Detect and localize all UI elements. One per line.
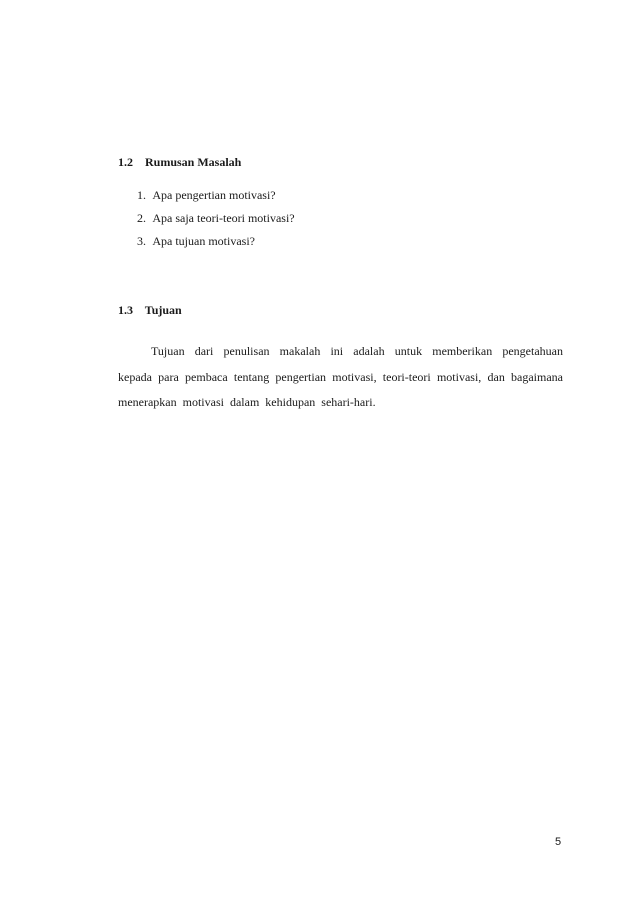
section-heading-rumusan-masalah xyxy=(118,155,241,170)
list-item xyxy=(137,207,295,230)
list-item-number: 3. xyxy=(137,234,146,248)
list-item-number: 1. xyxy=(137,188,146,202)
section-title: Rumusan Masalah xyxy=(145,155,242,169)
section-heading-tujuan xyxy=(118,303,182,318)
list-item-text: Apa tujuan motivasi? xyxy=(152,234,255,248)
tujuan-paragraph: Tujuan dari penulisan makalah ini adalah untuk memberikan pengetahuan kepada para pembaca tentang pengertian motivasi, teori-teori motivasi, dan bagaimana menerapkan motivasi dalam kehidupan sehari-hari. xyxy=(118,344,563,409)
section-number: 1.2 xyxy=(118,155,133,169)
section-title: Tujuan xyxy=(144,303,182,317)
list-item xyxy=(137,230,295,253)
list-item-number: 2. xyxy=(137,211,146,225)
question-list xyxy=(137,184,295,253)
section-number: 1.3 xyxy=(118,303,133,317)
list-item-text: Apa pengertian motivasi? xyxy=(152,188,276,202)
list-item-text: Apa saja teori-teori motivasi? xyxy=(152,211,295,225)
page-number: 5 xyxy=(555,836,562,848)
list-item xyxy=(137,184,295,207)
